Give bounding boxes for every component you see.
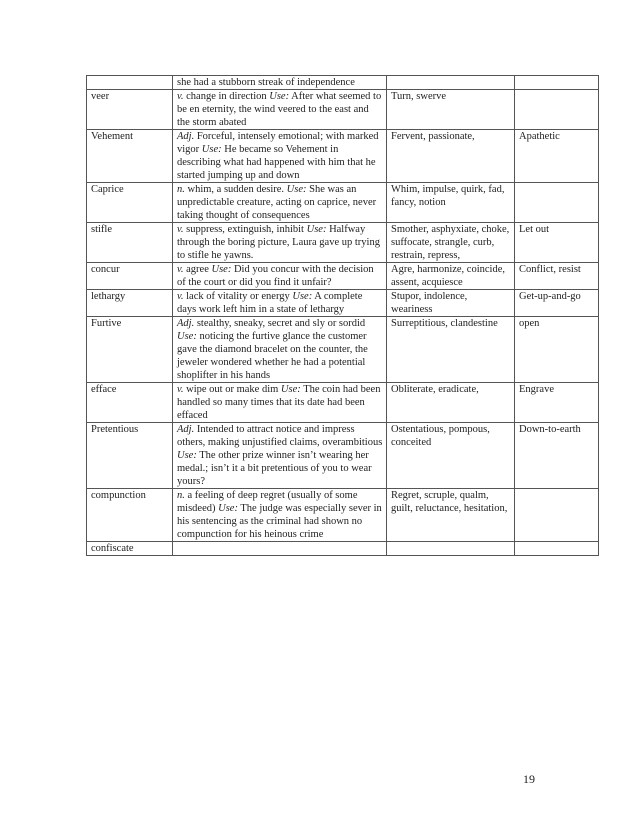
antonyms-cell: [515, 183, 599, 223]
word-cell: confiscate: [87, 542, 173, 556]
part-of-speech: v.: [177, 384, 184, 395]
definition-cell: [173, 542, 387, 556]
definition-text: Forceful, intensely emotional; with marked vigor: [177, 131, 379, 155]
synonyms-cell: [387, 76, 515, 90]
usage-label: Use:: [177, 331, 197, 342]
definition-cell: [173, 130, 387, 183]
usage-example: A complete days work left him in a state of lethargy: [177, 291, 363, 315]
part-of-speech: v.: [177, 264, 184, 275]
word-cell: veer: [87, 90, 173, 130]
usage-label: Use:: [269, 91, 290, 102]
definition-cell: [173, 223, 387, 263]
antonyms-cell: Engrave: [515, 383, 599, 423]
antonyms-cell: [515, 90, 599, 130]
part-of-speech: v.: [177, 224, 184, 235]
table-row: [87, 183, 599, 223]
table-row: [87, 290, 599, 317]
usage-label: Use:: [201, 144, 222, 155]
definition-cell: [173, 183, 387, 223]
definition-text: a feeling of deep regret (usually of some misdeed): [177, 490, 358, 514]
synonyms-cell: Obliterate, eradicate,: [387, 383, 515, 423]
table-row: [87, 383, 599, 423]
usage-label: Use:: [218, 503, 238, 514]
definition-text: suppress, extinguish, inhibit: [186, 224, 304, 235]
definition-cell: [173, 383, 387, 423]
synonyms-cell: Ostentatious, pompous, conceited: [387, 423, 515, 489]
definition-cell: [173, 290, 387, 317]
word-cell: Caprice: [87, 183, 173, 223]
antonyms-cell: Let out: [515, 223, 599, 263]
definition-cell: [173, 489, 387, 542]
usage-label: Use:: [177, 450, 197, 461]
definition-cell: [173, 90, 387, 130]
definition-text: lack of vitality or energy: [186, 291, 290, 302]
usage-label: Use:: [280, 384, 301, 395]
table-row: [87, 130, 599, 183]
antonyms-cell: [515, 76, 599, 90]
vocabulary-table-body: [87, 76, 599, 556]
table-row: [87, 90, 599, 130]
table-row: [87, 223, 599, 263]
definition-text: wipe out or make dim: [186, 384, 279, 395]
part-of-speech: Adj.: [177, 131, 195, 142]
table-row: [87, 263, 599, 290]
definition-cell: [173, 263, 387, 290]
part-of-speech: n.: [177, 184, 185, 195]
antonyms-cell: [515, 542, 599, 556]
antonyms-cell: open: [515, 317, 599, 383]
table-row: [87, 489, 599, 542]
synonyms-cell: Smother, asphyxiate, choke, suffocate, strangle, curb, restrain, repress,: [387, 223, 515, 263]
usage-label: Use:: [211, 264, 232, 275]
word-cell: lethargy: [87, 290, 173, 317]
word-cell: Vehement: [87, 130, 173, 183]
antonyms-cell: Apathetic: [515, 130, 599, 183]
usage-label: Use:: [286, 184, 307, 195]
part-of-speech: v.: [177, 91, 184, 102]
synonyms-cell: Whim, impulse, quirk, fad, fancy, notion: [387, 183, 515, 223]
definition-text: change in direction: [186, 91, 267, 102]
synonyms-cell: Stupor, indolence, weariness: [387, 290, 515, 317]
usage-example: noticing the furtive glance the customer gave the diamond bracelet on the counter, the jeweler wondered whether he had a potential shoplifter in his hands: [177, 331, 368, 381]
page-number: 19: [523, 772, 535, 786]
antonyms-cell: [515, 489, 599, 542]
synonyms-cell: Fervent, passionate,: [387, 130, 515, 183]
word-cell: compunction: [87, 489, 173, 542]
usage-example: Halfway through the boring picture, Laura gave up trying to stifle he yawns.: [177, 224, 380, 261]
table-row: [87, 542, 599, 556]
usage-example: The coin had been handled so many times that its date had been effaced: [177, 384, 381, 421]
word-cell: Pretentious: [87, 423, 173, 489]
antonyms-cell: Down-to-earth: [515, 423, 599, 489]
antonyms-cell: Get-up-and-go: [515, 290, 599, 317]
table-row: [87, 76, 599, 90]
part-of-speech: Adj.: [177, 318, 195, 329]
usage-label: Use:: [292, 291, 313, 302]
usage-example: After what seemed to be en eternity, the wind veered to the east and the storm abated: [177, 91, 382, 128]
table-row: [87, 317, 599, 383]
synonyms-cell: Surreptitious, clandestine: [387, 317, 515, 383]
part-of-speech: Adj.: [177, 424, 195, 435]
synonyms-cell: Turn, swerve: [387, 90, 515, 130]
word-cell: [87, 76, 173, 90]
synonyms-cell: [387, 542, 515, 556]
definition-text: she had a stubborn streak of independence: [177, 77, 355, 88]
synonyms-cell: Regret, scruple, qualm, guilt, reluctance, hesitation,: [387, 489, 515, 542]
usage-example: The judge was especially sever in his sentencing as the criminal had shown no compunction for his heinous crime: [177, 503, 382, 540]
word-cell: efface: [87, 383, 173, 423]
word-cell: Furtive: [87, 317, 173, 383]
definition-text: Intended to attract notice and impress others, making unjustified claims, overambitious: [177, 424, 383, 448]
table-row: [87, 423, 599, 489]
usage-example: He became so Vehement in describing what had happened with him that he started jumping up and down: [177, 144, 376, 181]
definition-cell: [173, 423, 387, 489]
synonyms-cell: Agre, harmonize, coincide, assent, acquiesce: [387, 263, 515, 290]
part-of-speech: n.: [177, 490, 185, 501]
vocabulary-table: [86, 75, 599, 556]
definition-cell: [173, 317, 387, 383]
antonyms-cell: Conflict, resist: [515, 263, 599, 290]
definition-text: agree: [186, 264, 209, 275]
definition-text: whim, a sudden desire.: [187, 184, 285, 195]
word-cell: stifle: [87, 223, 173, 263]
definition-cell: [173, 76, 387, 90]
usage-example: The other prize winner isn’t wearing her medal.; isn’t it a bit pretentious of you to wear yours?: [177, 450, 372, 487]
definition-text: stealthy, sneaky, secret and sly or sordid: [196, 318, 366, 329]
usage-label: Use:: [306, 224, 327, 235]
usage-example: She was an unpredictable creature, acting on caprice, never taking thought of consequences: [177, 184, 377, 221]
usage-example: Did you concur with the decision of the court or did you find it unfair?: [177, 264, 374, 288]
word-cell: concur: [87, 263, 173, 290]
part-of-speech: v.: [177, 291, 184, 302]
